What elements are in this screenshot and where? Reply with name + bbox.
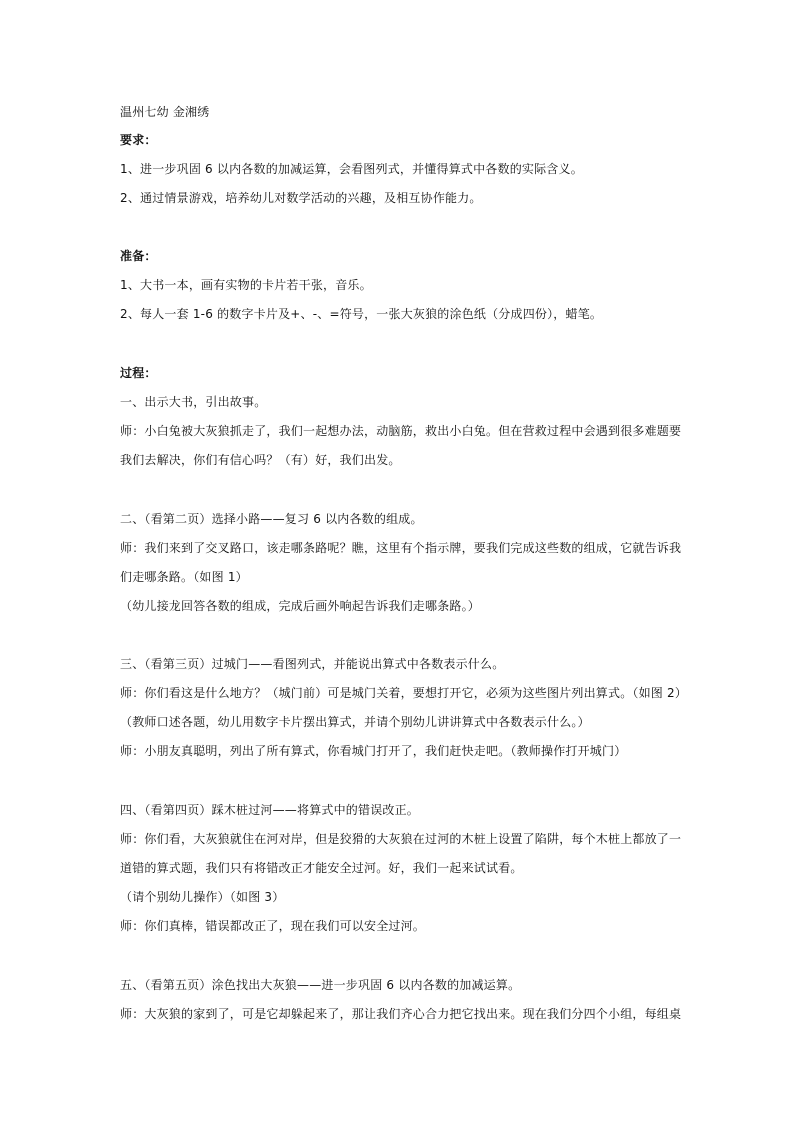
preparation-heading: 准备：	[120, 249, 157, 263]
step1-title: 一、出示大书，引出故事。	[120, 395, 267, 409]
step3-line-2: （教师口述各题，幼儿用数字卡片摆出算式，并请个别幼儿讲讲算式中各数表示什么。）	[120, 715, 590, 729]
requirement-item-2: 2、通过情景游戏，培养幼儿对数学活动的兴趣，及相互协作能力。	[120, 191, 482, 205]
requirements-heading: 要求：	[120, 133, 157, 147]
preparation-item-2: 2、每人一套 1-6 的数字卡片及+、-、=符号，一张大灰狼的涂色纸（分成四份），蜡笔。	[120, 307, 603, 321]
step3-title: 三、（看第三页）过城门——看图列式，并能说出算式中各数表示什么。	[120, 657, 505, 671]
step5-line-1: 师：大灰狼的家到了，可是它却躲起来了，那让我们齐心合力把它找出来。现在我们分四个小组，每组桌	[120, 1007, 682, 1021]
author-line: 温州七幼 金湘绣	[120, 105, 210, 119]
step2-line-2: 们走哪条路。（如图 1）	[120, 570, 248, 584]
step2-line-1: 师：我们来到了交叉路口，该走哪条路呢？瞧，这里有个指示牌，要我们完成这些数的组成，它就告诉我	[120, 541, 682, 555]
step3-line-1: 师：你们看这是什么地方？（城门前）可是城门关着，要想打开它，必须为这些图片列出算式。（如图 2）	[120, 686, 688, 700]
step4-title: 四、（看第四页）踩木桩过河——将算式中的错误改正。	[120, 803, 420, 817]
step1-line-1: 师：小白兔被大灰狼抓走了，我们一起想办法，动脑筋，救出小白兔。但在营救过程中会遇到很多难题要	[120, 424, 682, 438]
step2-line-3: （幼儿接龙回答各数的组成，完成后画外响起告诉我们走哪条路。）	[120, 599, 481, 613]
process-heading: 过程：	[120, 366, 157, 380]
step3-line-3: 师：小朋友真聪明，列出了所有算式，你看城门打开了，我们赶快走吧。（教师操作打开城门）	[120, 744, 627, 758]
step1-line-2: 我们去解决，你们有信心吗？（有）好，我们出发。	[120, 453, 401, 467]
step4-line-1: 师：你们看，大灰狼就住在河对岸，但是狡猾的大灰狼在过河的木桩上设置了陷阱，每个木桩上都放了一	[120, 832, 682, 846]
step5-title: 五、（看第五页）涂色找出大灰狼——进一步巩固 6 以内各数的加减运算。	[120, 978, 521, 992]
preparation-item-1: 1、大书一本，画有实物的卡片若干张，音乐。	[120, 278, 372, 292]
step2-title: 二、（看第二页）选择小路——复习 6 以内各数的组成。	[120, 512, 423, 526]
step4-line-2: 道错的算式题，我们只有将错改正才能安全过河。好，我们一起来试试看。	[120, 861, 523, 875]
step4-line-3: （请个别幼儿操作）（如图 3）	[120, 890, 285, 904]
requirement-item-1: 1、进一步巩固 6 以内各数的加减运算，会看图列式，并懂得算式中各数的实际含义。	[120, 162, 583, 176]
step4-line-4: 师：你们真棒，错误都改正了，现在我们可以安全过河。	[120, 919, 426, 933]
